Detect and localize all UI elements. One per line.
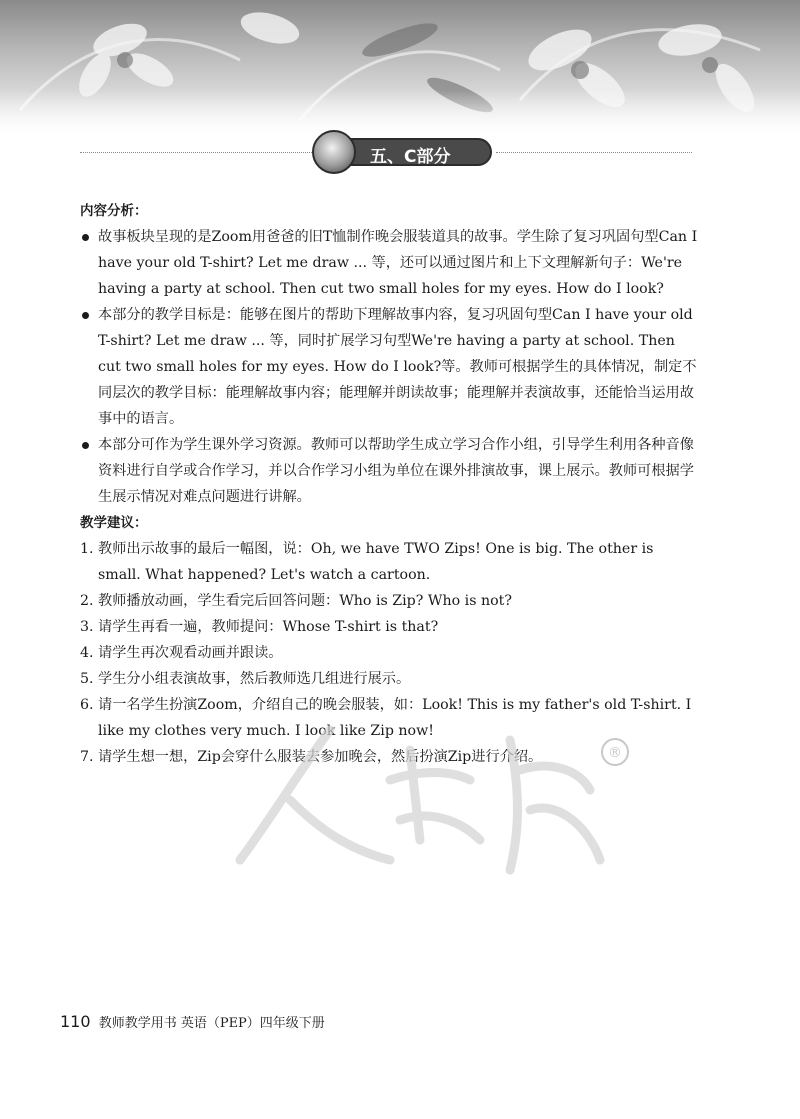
- list-item: 故事板块呈现的是Zoom用爸爸的旧T恤制作晚会服装道具的故事。学生除了复习巩固句型Can I have your old T-shirt? Let me draw ... 等，还可以通过图片和上下文理解新句子：We're having a party at school. Then cut two small holes for my eyes. How do I look?: [80, 224, 700, 302]
- step-number: 7.: [80, 749, 94, 765]
- registered-mark: ®: [608, 745, 622, 761]
- divider-left: [80, 152, 312, 153]
- step-text: 教师播放动画，学生看完后回答问题：Who is Zip? Who is not?: [98, 593, 512, 609]
- step-number: 6.: [80, 697, 94, 713]
- content-analysis-heading: 内容分析：: [80, 203, 148, 219]
- step-text: 教师出示故事的最后一幅图，说：Oh, we have TWO Zips! One is big. The other is small. What happened? Let's watch a cartoon.: [98, 541, 654, 583]
- list-item: [80, 536, 700, 588]
- list-item: [80, 588, 700, 614]
- step-number: 4.: [80, 645, 94, 661]
- divider-right: [496, 152, 692, 153]
- list-item: [80, 640, 700, 666]
- list-item: [80, 614, 700, 640]
- main-content: [80, 198, 700, 770]
- step-text: 请学生想一想，Zip会穿什么服装去参加晚会，然后扮演Zip进行介绍。: [98, 749, 543, 765]
- step-number: 3.: [80, 619, 94, 635]
- section-title: 五、C部分: [370, 147, 451, 167]
- page-footer: [60, 1012, 325, 1031]
- publisher-watermark-icon: [220, 710, 640, 890]
- content-analysis-list: [80, 224, 700, 510]
- step-text: 学生分小组表演故事，然后教师选几组进行展示。: [98, 671, 411, 687]
- list-item: 本部分的教学目标是：能够在图片的帮助下理解故事内容，复习巩固句型Can I have your old T-shirt? Let me draw ... 等，同时扩展学习句型We're having a party at school. Then cut two small holes for my eyes. How do I look?等。教师可根据学生的具体情况，制定不同层次的教学目标：能理解故事内容；能理解并朗读故事；能理解并表演故事，还能恰当运用故事中的语言。: [80, 302, 700, 432]
- mascot-icon: [312, 130, 356, 174]
- step-text: 请学生再看一遍，教师提问：Whose T-shirt is that?: [98, 619, 439, 635]
- step-text: 请一名学生扮演Zoom，介绍自己的晚会服装，如：Look! This is my father's old T-shirt. I like my clothes very much. I look like Zip now!: [98, 697, 692, 739]
- step-text: 请学生再次观看动画并跟读。: [98, 645, 283, 661]
- decorative-floral-banner: [0, 0, 800, 135]
- step-number: 1.: [80, 541, 94, 557]
- step-number: 5.: [80, 671, 94, 687]
- book-title: 教师教学用书 英语（PEP）四年级下册: [98, 1016, 325, 1031]
- page-number: 110: [60, 1012, 91, 1031]
- section-badge: [312, 130, 496, 174]
- step-number: 2.: [80, 593, 94, 609]
- teaching-suggestions-heading: 教学建议：: [80, 515, 148, 531]
- list-item: [80, 666, 700, 692]
- list-item: 本部分可作为学生课外学习资源。教师可以帮助学生成立学习合作小组，引导学生利用各种音像资料进行自学或合作学习，并以合作学习小组为单位在课外排演故事，课上展示。教师可根据学生展示情况对难点问题进行讲解。: [80, 432, 700, 510]
